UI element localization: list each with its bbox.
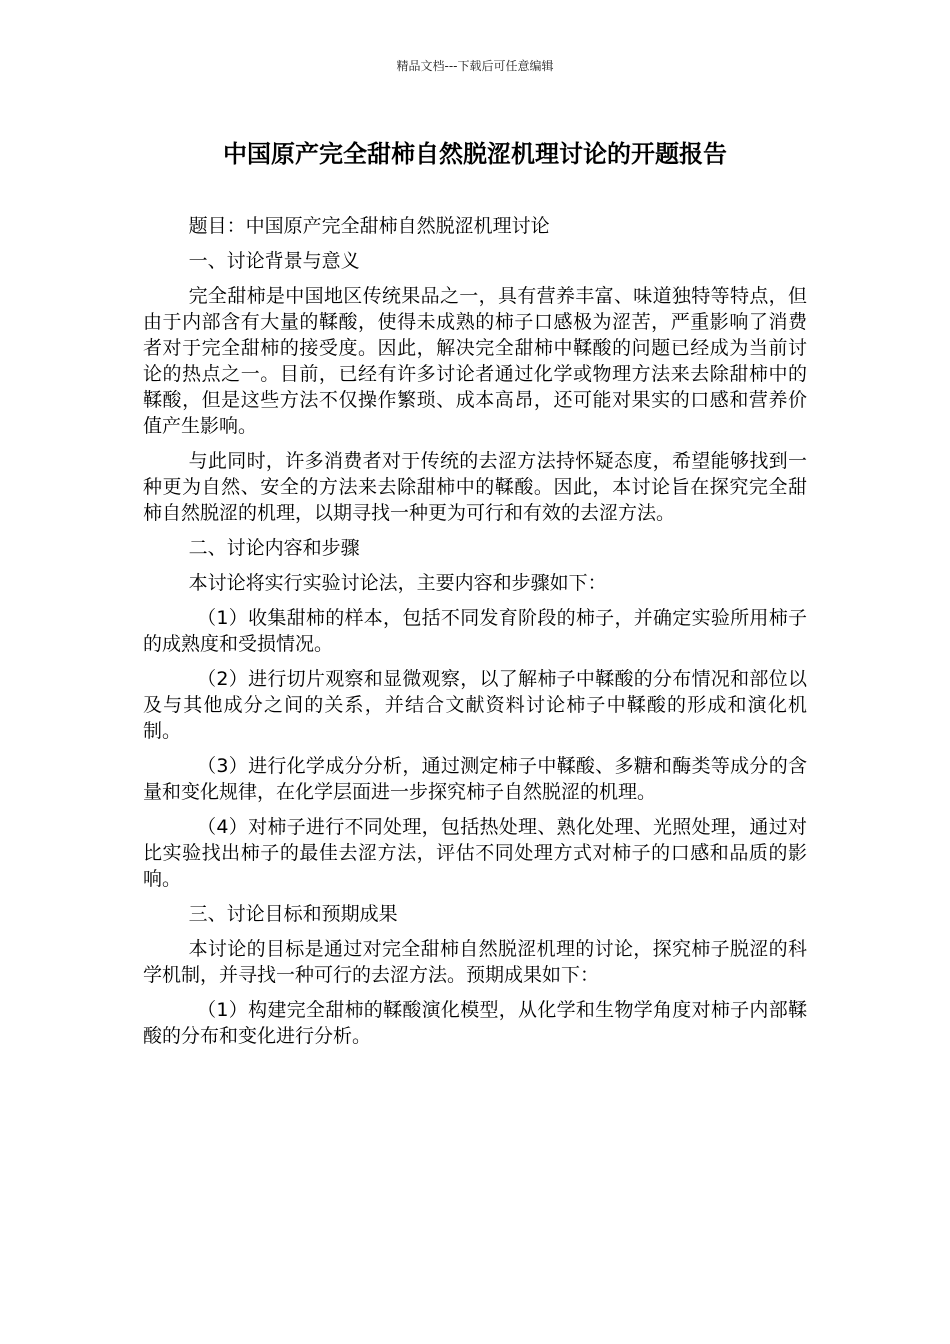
document-body: [143, 213, 807, 1058]
header-note: 精品文档---下载后可任意编辑: [396, 59, 554, 73]
document-title: 中国原产完全甜柿自然脱涩机理讨论的开题报告: [223, 140, 727, 168]
list-item: （2）进行切片观察和显微观察，以了解柿子中鞣酸的分布情况和部位以及与其他成分之间的关系，并结合文献资料讨论柿子中鞣酸的形成和演化机制。: [143, 668, 807, 742]
list-item: （1）收集甜柿的样本，包括不同发育阶段的柿子，并确定实验所用柿子的成熟度和受损情况。: [143, 607, 807, 655]
list-item: （4）对柿子进行不同处理，包括热处理、熟化处理、光照处理，通过对比实验找出柿子的最佳去涩方法，评估不同处理方式对柿子的口感和品质的影响。: [143, 816, 807, 890]
body-paragraph: 本讨论的目标是通过对完全甜柿自然脱涩机理的讨论，探究柿子脱涩的科学机制，并寻找一种可行的去涩方法。预期成果如下：: [143, 938, 807, 986]
section-heading-background: 一、讨论背景与意义: [188, 250, 360, 272]
body-paragraph: 与此同时，许多消费者对于传统的去涩方法持怀疑态度，希望能够找到一种更为自然、安全的方法来去除甜柿中的鞣酸。因此，本讨论旨在探究完全甜柿自然脱涩的机理，以期寻找一种更为可行和有效的去涩方法。: [143, 450, 807, 524]
body-paragraph: 完全甜柿是中国地区传统果品之一，具有营养丰富、味道独特等特点，但由于内部含有大量的鞣酸，使得未成熟的柿子口感极为涩苦，严重影响了消费者对于完全甜柿的接受度。因此，解决完全甜柿中鞣酸的问题已经成为当前讨论的热点之一。目前，已经有许多讨论者通过化学或物理方法来去除甜柿中的鞣酸，但是这些方法不仅操作繁琐、成本高昂，还可能对果实的口感和营养价值产生影响。: [143, 285, 807, 437]
list-item: （1）构建完全甜柿的鞣酸演化模型，从化学和生物学角度对柿子内部鞣酸的分布和变化进行分析。: [143, 999, 807, 1047]
subject-line: 题目：中国原产完全甜柿自然脱涩机理讨论: [188, 215, 550, 237]
body-paragraph: 本讨论将实行实验讨论法，主要内容和步骤如下：: [188, 572, 607, 594]
section-heading-goals: 三、讨论目标和预期成果: [188, 903, 398, 925]
section-heading-content: 二、讨论内容和步骤: [188, 537, 360, 559]
list-item: （3）进行化学成分分析，通过测定柿子中鞣酸、多糖和酶类等成分的含量和变化规律，在化学层面进一步探究柿子自然脱涩的机理。: [143, 755, 807, 803]
